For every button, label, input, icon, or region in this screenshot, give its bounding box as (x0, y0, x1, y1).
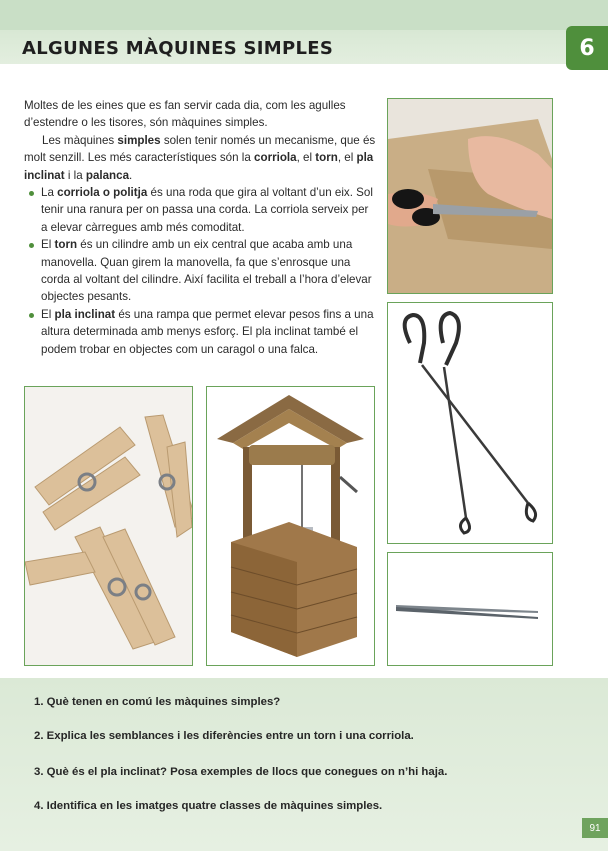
scissors-photo (387, 98, 553, 294)
activities-panel (0, 678, 608, 851)
wishing-well-photo (206, 386, 375, 666)
question-4: 4. Identifica en les imatges quatre classes de màquines simples. (34, 800, 383, 812)
tweezers-photo (387, 552, 553, 666)
clothespins-photo (24, 386, 193, 666)
simple-machines-paragraph: Les màquines simples solen tenir només un mecanisme, que és molt senzill. Les més característiques són la corriola, el torn, el pla inclinat i la palanca. (24, 133, 376, 182)
chapter-number-badge: 6 (566, 26, 608, 70)
list-item-winch: El torn és un cilindre amb un eix central que acaba amb una manovella. Quan girem la manovella, fa que s’enrosque una corda al voltant del cilindre. Així facilita el treball a l’hora d’elevar objectes pesants. (24, 236, 376, 306)
body-text (24, 97, 376, 358)
tongs-photo (387, 302, 553, 544)
question-1: 1. Què tenen en comú les màquines simples? (34, 696, 281, 708)
page-header (0, 0, 608, 64)
machine-list (24, 184, 376, 358)
page-number: 91 (582, 818, 608, 838)
question-2: 2. Explica les semblances i les diferències entre un torn i una corriola. (34, 730, 414, 742)
list-item-inclined-plane: El pla inclinat és una rampa que permet elevar pesos fins a una altura determinada amb menys esforç. El pla inclinat també el podem trobar en objectes com un caragol o una falca. (24, 306, 376, 358)
intro-paragraph: Moltes de les eines que es fan servir cada dia, com les agulles d’estendre o les tisores, són màquines simples. (24, 99, 346, 130)
page-title: ALGUNES MÀQUINES SIMPLES (22, 38, 334, 59)
list-item-pulley: La corriola o politja és una roda que gira al voltant d’un eix. Sol tenir una ranura per on passa una corda. La corriola serveix per a elevar càrregues amb més comoditat. (24, 184, 376, 236)
question-3: 3. Què és el pla inclinat? Posa exemples de llocs que conegues on n’hi haja. (34, 766, 448, 778)
